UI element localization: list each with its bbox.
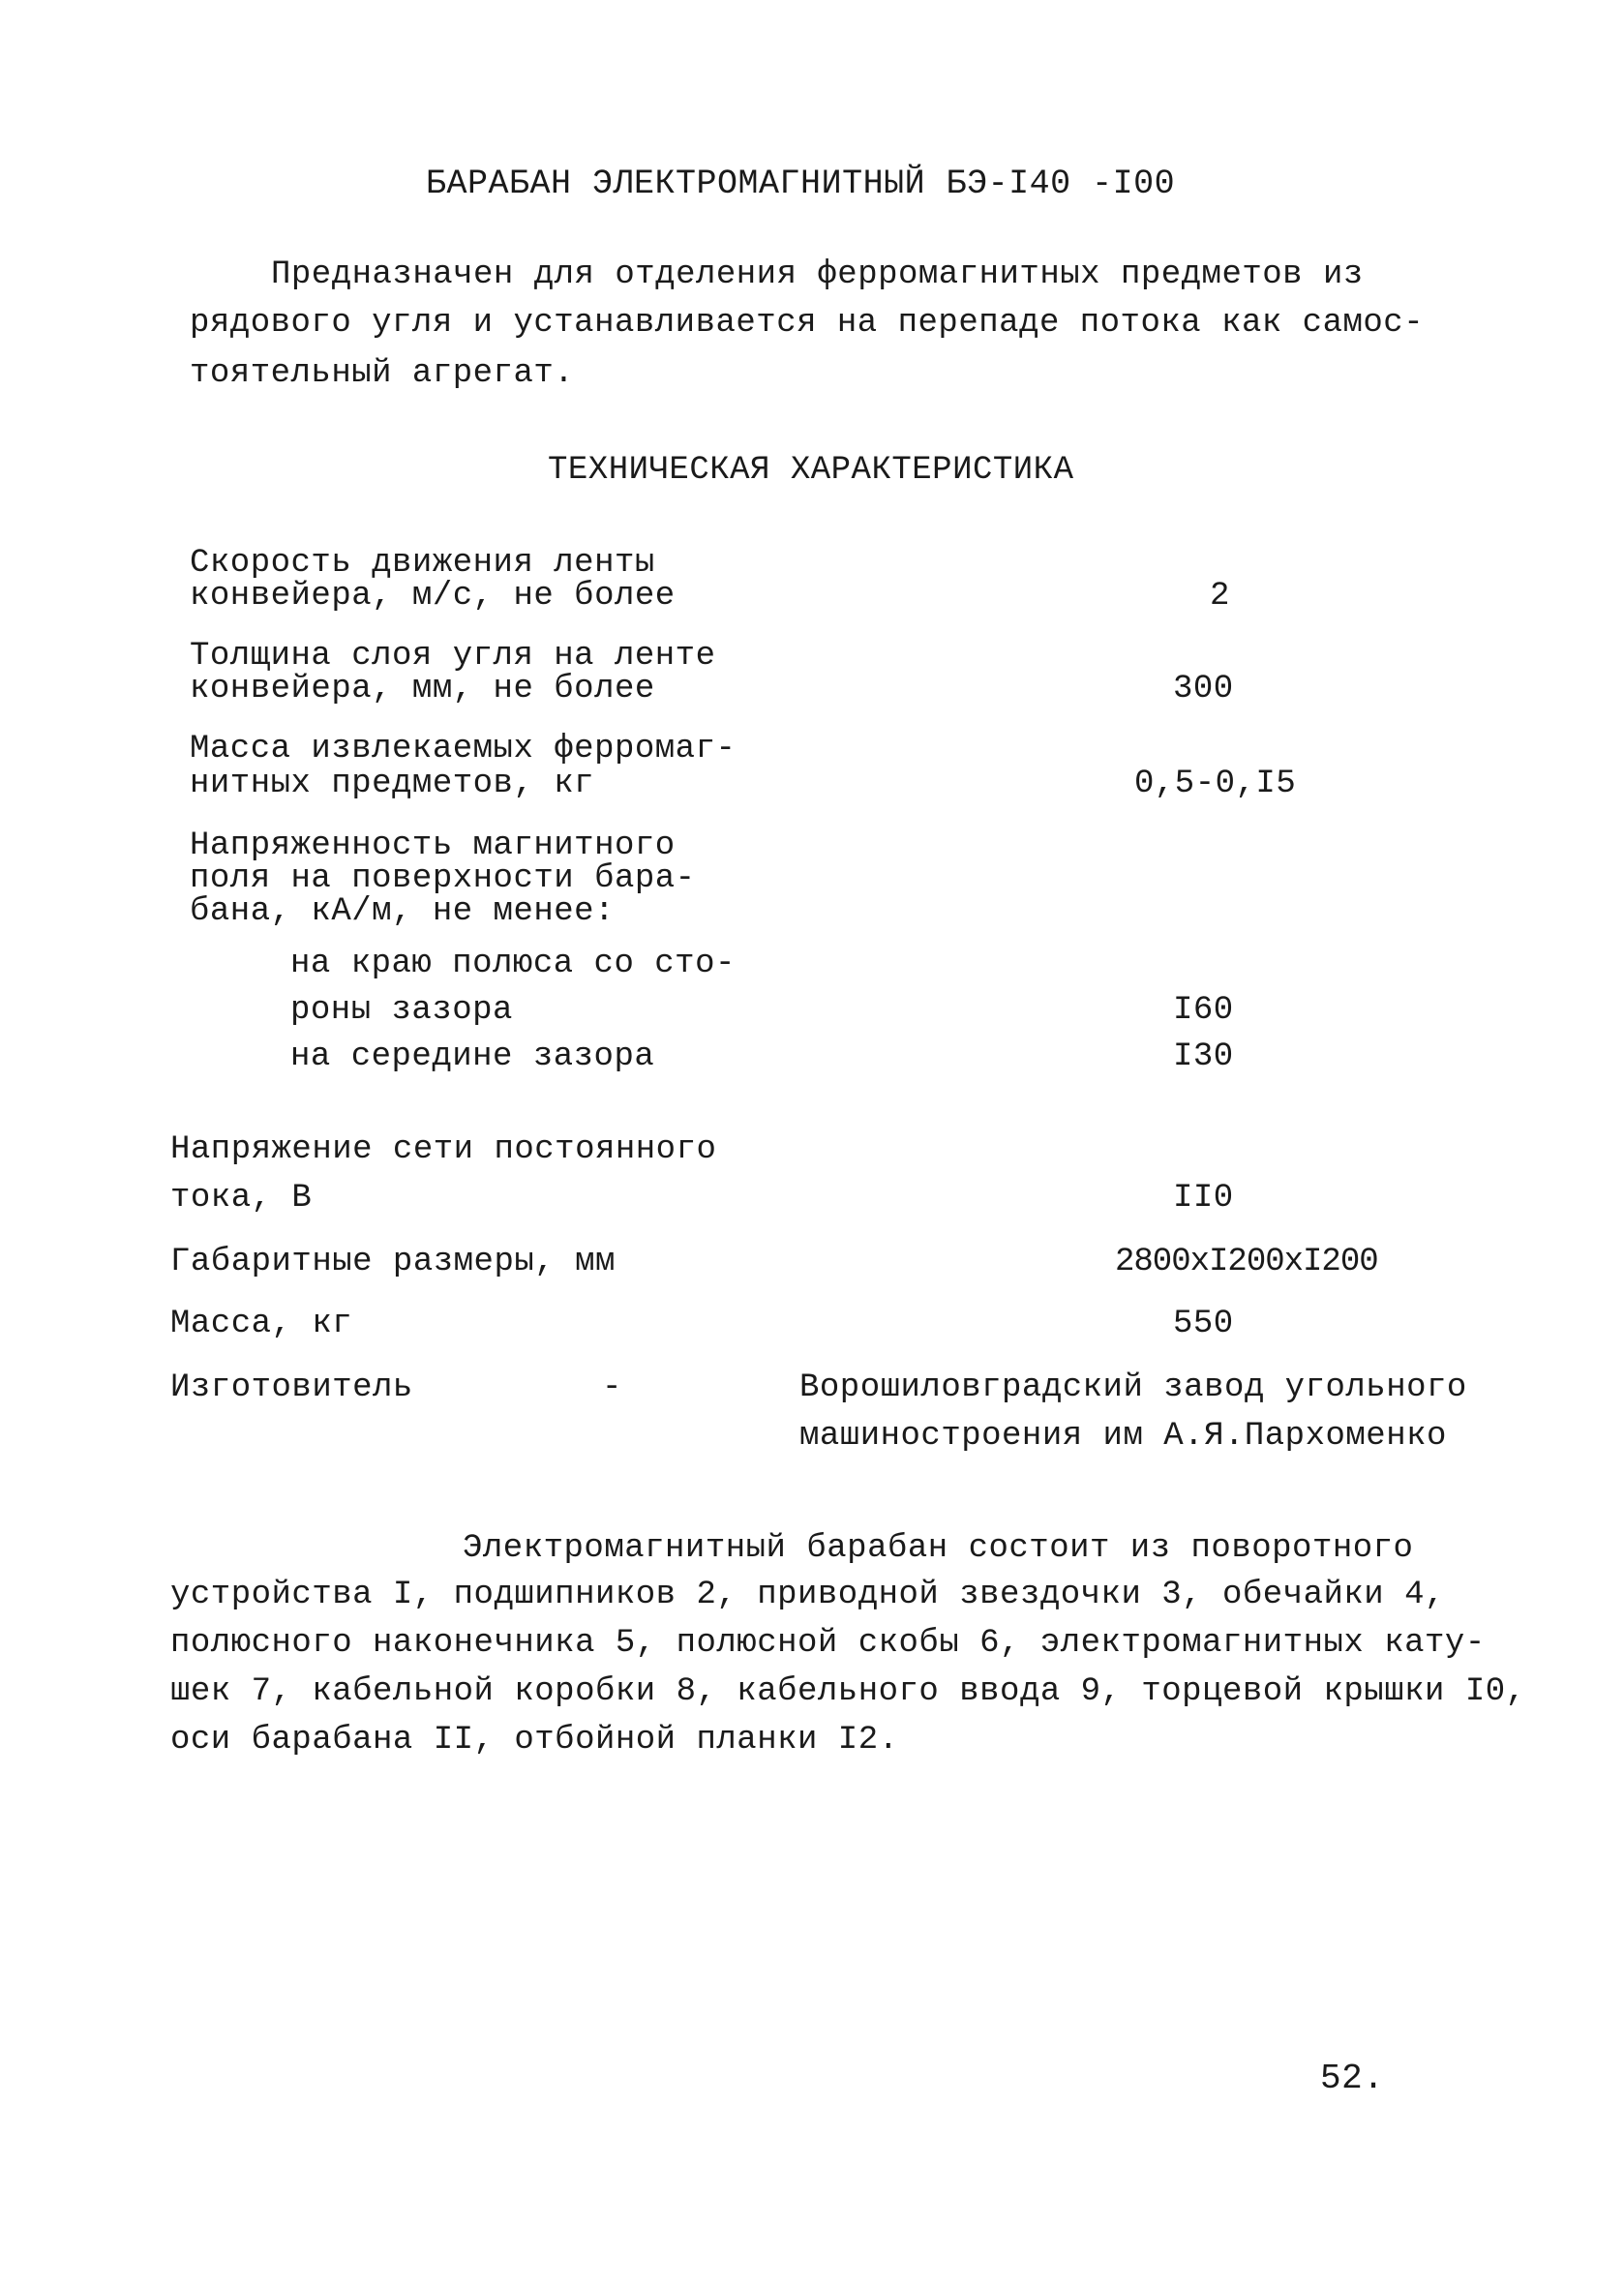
spec-mass-value: 550 [1173,1306,1234,1342]
spec-speed-label-1: Скорость движения ленты [190,545,655,582]
spec-manufacturer-dash: - [602,1369,622,1406]
spec-thickness-label-2: конвейера, мм, не более [190,671,655,707]
document-title: БАРАБАН ЭЛЕКТРОМАГНИТНЫЙ БЭ-I40 -I00 [426,165,1176,203]
spec-field-label-2: поля на поверхности бара- [190,860,696,897]
description-line-3: полюсного наконечника 5, полюсной скобы 6, электромагнитных кату- [170,1625,1486,1662]
spec-dimensions-label: Габаритные размеры, мм [170,1244,616,1280]
spec-mass-label: Масса, кг [170,1306,353,1342]
spec-mass-objects-label-1: Масса извлекаемых ферромаг- [190,731,737,767]
page-number: 52. [1320,2059,1385,2098]
spec-field-middle-label: на середине зазора [290,1038,655,1075]
description-line-2: устройства I, подшипников 2, приводной звездочки 3, обечайки 4, [170,1577,1445,1613]
spec-thickness-value: 300 [1173,671,1234,707]
spec-voltage-label-2: тока, В [170,1180,313,1217]
spec-dimensions-value: 2800xI200xI200 [1115,1244,1378,1280]
spec-manufacturer-value-1: Ворошиловградский завод угольного [799,1369,1467,1406]
spec-field-label-1: Напряженность магнитного [190,827,676,864]
section-title: ТЕХНИЧЕСКАЯ ХАРАКТЕРИСТИКА [548,452,1074,489]
spec-thickness-label-1: Толщина слоя угля на ленте [190,638,716,675]
spec-voltage-label-1: Напряжение сети постоянного [170,1131,717,1168]
intro-line-2: рядового угля и устанавливается на перепаде потока как самос- [190,305,1425,342]
spec-voltage-value: II0 [1173,1180,1234,1217]
spec-mass-objects-value: 0,5-0,I5 [1134,766,1297,802]
spec-manufacturer-value-2: машиностроения им А.Я.Пархоменко [799,1418,1447,1455]
spec-field-edge-value: I60 [1173,992,1234,1029]
spec-field-edge-label-2: роны зазора [290,992,513,1029]
intro-line-1: Предназначен для отделения ферромагнитных предметов из [271,256,1364,293]
spec-speed-label-2: конвейера, м/с, не более [190,578,676,615]
spec-field-middle-value: I30 [1173,1038,1234,1075]
spec-mass-objects-label-2: нитных предметов, кг [190,766,595,802]
spec-manufacturer-label: Изготовитель [170,1369,413,1406]
spec-field-label-3: бана, кА/м, не менее: [190,893,615,930]
intro-line-3: тоятельный агрегат. [190,355,575,392]
description-line-4: шек 7, кабельной коробки 8, кабельного ввода 9, торцевой крышки I0, [170,1673,1526,1710]
spec-field-edge-label-1: на краю полюса со сто- [290,946,736,982]
spec-speed-value: 2 [1210,578,1230,615]
description-line-5: оси барабана II, отбойной планки I2. [170,1722,899,1759]
description-line-1: Электромагнитный барабан состоит из поворотного [463,1530,1414,1567]
